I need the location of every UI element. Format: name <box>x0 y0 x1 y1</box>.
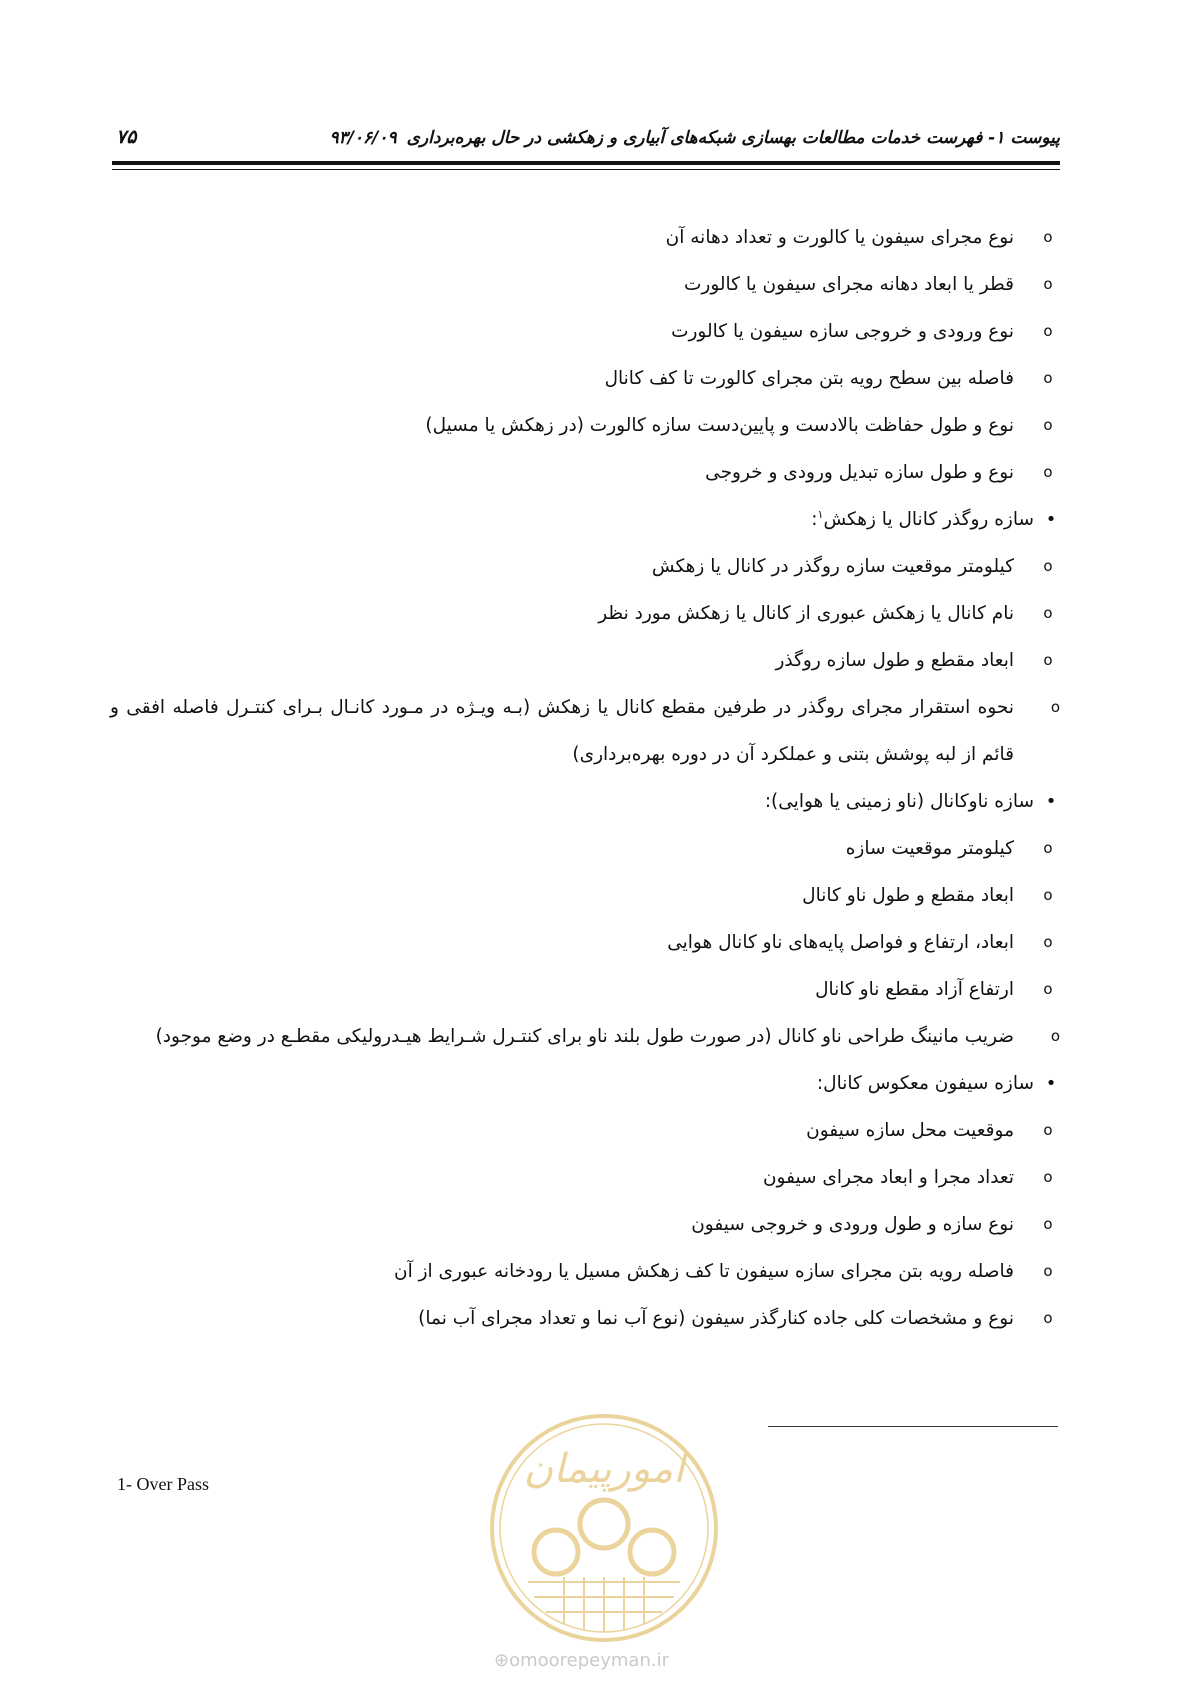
circle-bullet-icon: o <box>1043 228 1053 246</box>
list-item <box>110 543 1060 590</box>
list-item <box>110 1013 1060 1060</box>
circle-bullet-icon: o <box>1043 1309 1053 1327</box>
list-item-text: سازه سیفون معکوس کانال: <box>816 1073 1034 1094</box>
header-date: ۹۳/۰۶/۰۹ <box>329 128 397 148</box>
list-item-text: نوع ورودی و خروجی سازه سیفون یا کالورت <box>671 321 1014 342</box>
list-item-text: قطر یا ابعاد دهانه مجرای سیفون یا کالورت <box>683 274 1014 295</box>
header-title <box>329 128 1060 148</box>
circle-bullet-icon: o <box>1043 463 1053 481</box>
list-item-text: فاصله رویه بتن مجرای سازه سیفون تا کف زهکش مسیل یا رودخانه عبوری از آن <box>393 1261 1014 1282</box>
circle-bullet-icon: o <box>1050 698 1060 716</box>
list-item-text: نحوه استقرار مجرای روگذر در طرفین مقطع کانال یا زهکش (بـه ویـژه در مـورد کانـال بـرای کنتـرل فاصله افقی و قائم از لبه پوشش بتنی و عملکرد آن در دوره بهره‌برداری) <box>110 697 1014 765</box>
list-item-text: ابعاد، ارتفاع و فواصل پایه‌های ناو کانال هوایی <box>667 932 1014 953</box>
list-item <box>110 308 1060 355</box>
circle-bullet-icon: o <box>1043 933 1053 951</box>
list-item-text: ابعاد مقطع و طول ناو کانال <box>802 885 1014 906</box>
list-item <box>110 590 1060 637</box>
list-item <box>110 355 1060 402</box>
list-item <box>110 1107 1060 1154</box>
list-item-text: کیلومتر موقعیت سازه <box>845 838 1014 859</box>
section-heading-item <box>110 778 1060 825</box>
list-item <box>110 684 1060 778</box>
bullet-icon: • <box>1045 791 1057 812</box>
list-item-text: فاصله بین سطح رویه بتن مجرای کالورت تا کف کانال <box>604 368 1014 389</box>
circle-bullet-icon: o <box>1043 1168 1053 1186</box>
circle-bullet-icon: o <box>1043 369 1053 387</box>
section-heading-item <box>110 1060 1060 1107</box>
list-item-text: سازه روگذر کانال یا زهکش <box>823 509 1034 530</box>
circle-bullet-icon: o <box>1043 651 1053 669</box>
list-item <box>110 825 1060 872</box>
list-item <box>110 261 1060 308</box>
circle-bullet-icon: o <box>1043 980 1053 998</box>
watermark-url: ⊕omoorepeyman.ir <box>494 1650 669 1671</box>
watermark-logo-text: امورپیمان <box>523 1446 685 1492</box>
bullet-icon: • <box>1045 1073 1057 1094</box>
circle-bullet-icon: o <box>1043 839 1053 857</box>
section-heading-item <box>110 496 1060 543</box>
list-item-text: نام کانال یا زهکش عبوری از کانال یا زهکش مورد نظر <box>598 603 1014 624</box>
list-item <box>110 1154 1060 1201</box>
circle-bullet-icon: o <box>1043 322 1053 340</box>
list-item-suffix: : <box>811 509 818 530</box>
footnote-separator <box>768 1426 1058 1427</box>
list-item <box>110 214 1060 261</box>
list-item <box>110 966 1060 1013</box>
list-item-text: نوع مجرای سیفون یا کالورت و تعداد دهانه آن <box>665 227 1014 248</box>
list-item-text: نوع سازه و طول ورودی و خروجی سیفون <box>691 1214 1014 1235</box>
list-item <box>110 1295 1060 1342</box>
footnote-reference: ۱ <box>817 507 824 521</box>
list-item-text: نوع و طول حفاظت بالادست و پایین‌دست سازه کالورت (در زهکش یا مسیل) <box>425 415 1014 436</box>
list-item <box>110 449 1060 496</box>
watermark-logo <box>488 1412 720 1644</box>
circle-bullet-icon: o <box>1043 1262 1053 1280</box>
header-rule <box>112 161 1060 165</box>
list-item <box>110 402 1060 449</box>
circle-bullet-icon: o <box>1043 1121 1053 1139</box>
list-item <box>110 637 1060 684</box>
list-item <box>110 1201 1060 1248</box>
list-item-text: ارتفاع آزاد مقطع ناو کانال <box>815 979 1014 1000</box>
circle-bullet-icon: o <box>1043 886 1053 904</box>
list-item-text: نوع و مشخصات کلی جاده کنارگذر سیفون (نوع آب نما و تعداد مجرای آب نما) <box>418 1308 1014 1329</box>
content-list <box>110 214 1060 1342</box>
list-item-text: ضریب مانینگ طراحی ناو کانال (در صورت طول بلند ناو برای کنتـرل شـرایط هیـدرولیکی مقطـع در وضع موجود) <box>155 1026 1014 1047</box>
list-item-text: موقعیت محل سازه سیفون <box>806 1120 1014 1141</box>
circle-bullet-icon: o <box>1043 557 1053 575</box>
list-item <box>110 872 1060 919</box>
list-item-text: نوع و طول سازه تبدیل ورودی و خروجی <box>705 462 1014 483</box>
list-item-text: سازه ناوکانال (ناو زمینی یا هوایی): <box>764 791 1034 812</box>
list-item-text: تعداد مجرا و ابعاد مجرای سیفون <box>762 1167 1014 1188</box>
footnote: 1- Over Pass <box>117 1474 209 1494</box>
list-item-text: ابعاد مقطع و طول سازه روگذر <box>775 650 1014 671</box>
circle-bullet-icon: o <box>1043 416 1053 434</box>
bullet-icon: • <box>1045 509 1057 530</box>
circle-bullet-icon: o <box>1050 1027 1060 1045</box>
header-rule-thin <box>112 169 1060 170</box>
list-item <box>110 1248 1060 1295</box>
circle-bullet-icon: o <box>1043 1215 1053 1233</box>
circle-bullet-icon: o <box>1043 604 1053 622</box>
list-item-text: کیلومتر موقعیت سازه روگذر در کانال یا زهکش <box>651 556 1014 577</box>
header-title-text: پیوست ۱- فهرست خدمات مطالعات بهسازی شبکه‌های آبیاری و زهکشی در حال بهره‌برداری <box>406 128 1060 148</box>
circle-bullet-icon: o <box>1043 275 1053 293</box>
page-number: ۷۵ <box>116 126 137 148</box>
list-item <box>110 919 1060 966</box>
